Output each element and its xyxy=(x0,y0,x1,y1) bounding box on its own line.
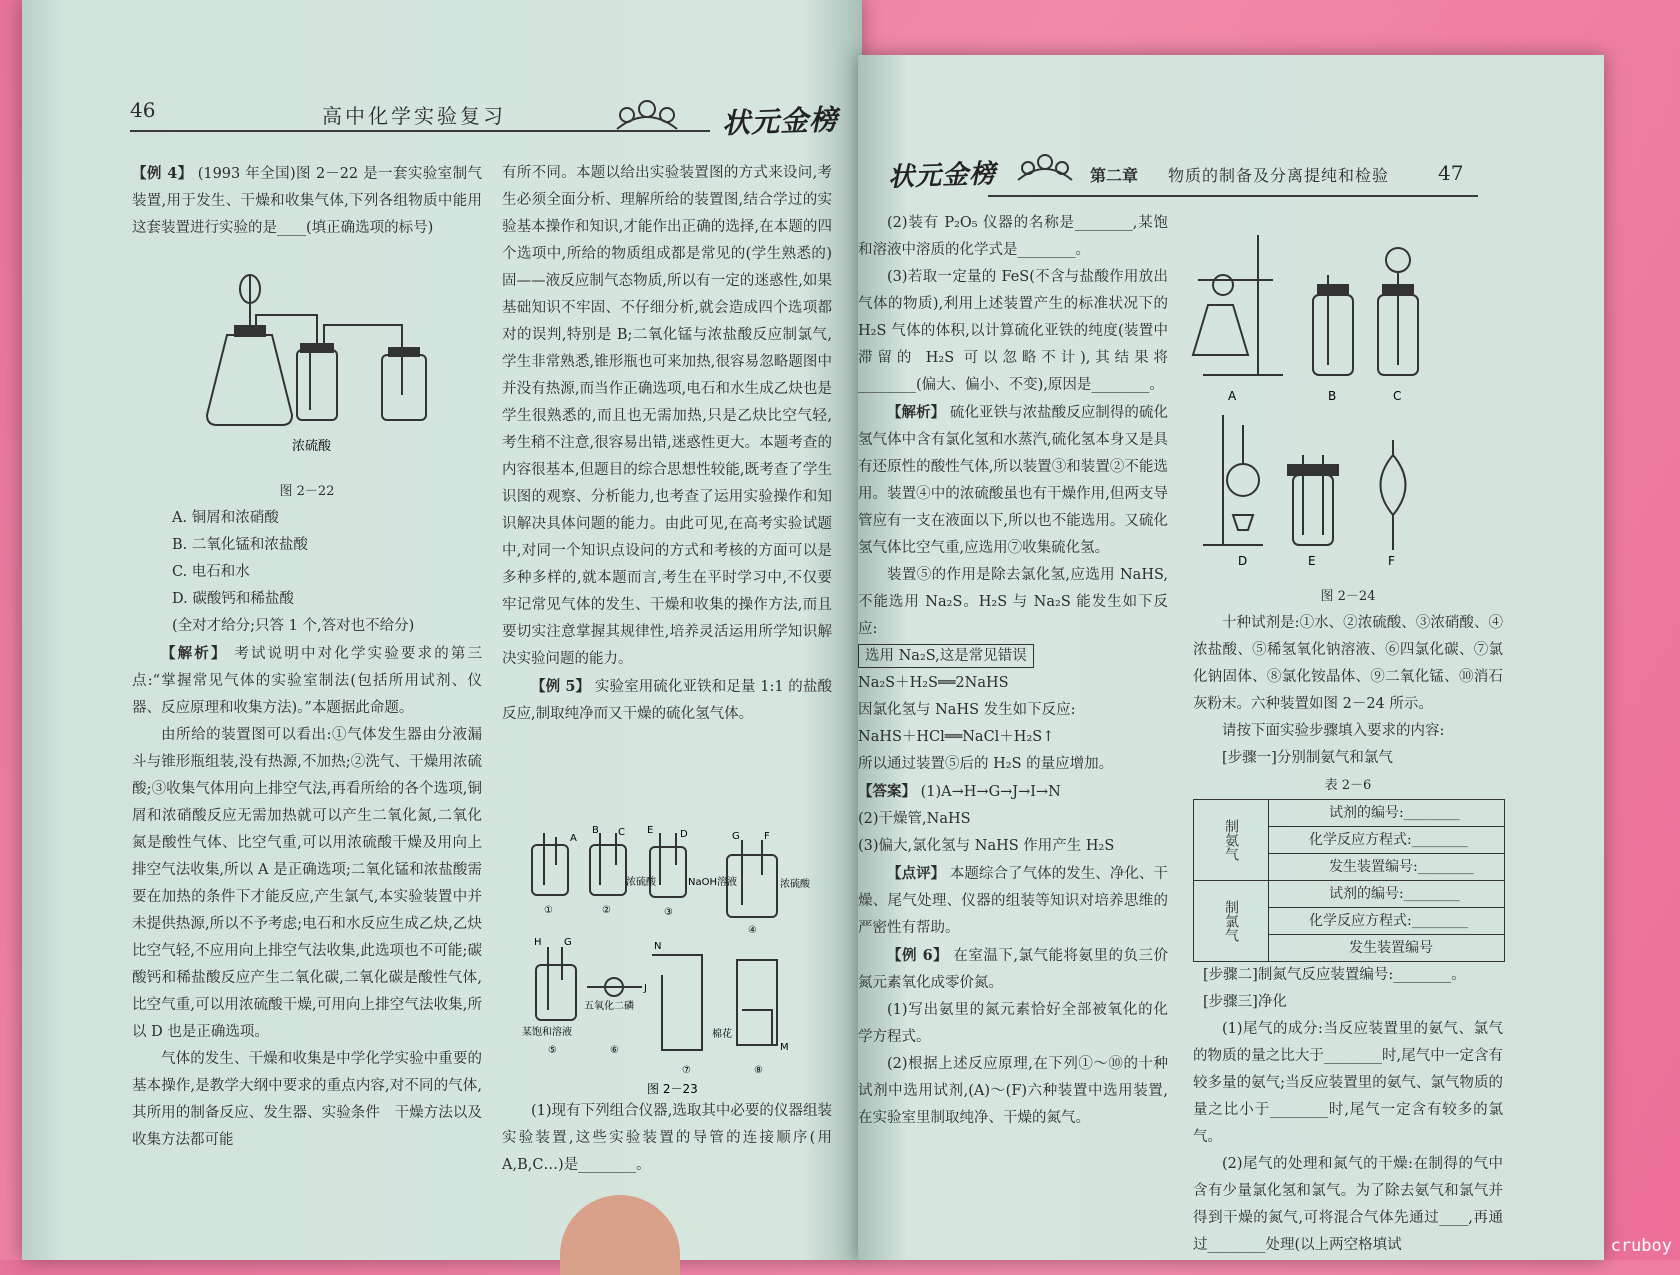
right-column-1 xyxy=(858,210,1168,1132)
label-n8: ⑧ xyxy=(754,1065,763,1076)
answer-3: (3)偏大,氯化氢与 NaHS 作用产生 H₂S xyxy=(858,838,1115,854)
chlorine-equation[interactable]: 化学反应方程式:________ xyxy=(1269,908,1505,935)
label-h: H xyxy=(534,937,542,948)
header-title: 高中化学实验复习 xyxy=(322,104,506,128)
ammonia-equation[interactable]: 化学反应方程式:________ xyxy=(1269,827,1505,854)
comment-text: 本题综合了气体的发生、净化、干燥、尾气处理、仪器的组装等知识对培养思维的严密性有帮助。 xyxy=(858,866,1168,936)
watermark: cruboy xyxy=(1610,1236,1672,1256)
flower-ornament-icon xyxy=(607,95,687,139)
label-n6: ⑥ xyxy=(610,1045,619,1056)
label-f: F xyxy=(764,831,770,842)
step-2: [步骤二]制氮气反应装置编号:________。 xyxy=(1203,967,1466,983)
figure-2-23 xyxy=(522,825,832,1095)
figure-label-acid: 浓硫酸 xyxy=(292,439,332,454)
figure-2-22 xyxy=(192,265,462,455)
equation-1: Na₂S＋H₂S══2NaHS xyxy=(858,675,1009,691)
label-g2: G xyxy=(564,937,572,948)
header-rule xyxy=(130,130,710,132)
fig24-label-b: B xyxy=(1328,389,1337,403)
page-number: 46 xyxy=(130,98,156,122)
option-d: D. 碳酸钙和稀盐酸 xyxy=(172,591,294,607)
label-j: J xyxy=(644,983,647,994)
left-column-1 xyxy=(132,160,482,242)
label-d: D xyxy=(680,829,688,840)
step-1: [步骤一]分别制氨气和氯气 xyxy=(1222,750,1393,766)
figure-caption-2-24: 图 2－24 xyxy=(1320,589,1376,604)
equation-after: 所以通过装置⑤后的 H₂S 的量应增加。 xyxy=(858,756,1114,772)
step-3: [步骤三]净化 xyxy=(1203,994,1287,1010)
figure-caption-2-23: 图 2－23 xyxy=(647,1082,698,1095)
example-6-label: 【例 6】 xyxy=(887,947,949,964)
label-n1: ① xyxy=(544,905,553,916)
label-n5: ⑤ xyxy=(548,1045,557,1056)
example-label: 【例 4】 xyxy=(132,165,193,182)
instruction: 请按下面实验步骤填入要求的内容: xyxy=(1222,723,1445,739)
question-3: (3)若取一定量的 FeS(不含与盐酸作用放出气体的物质),利用上述装置产生的标准状况下的 H₂S 气体的体积,以计算硫化亚铁的纯度(装置中滞留的 H₂S 可以忽略不计),其结果将________(偏大、偏小、不变),原因是________。 xyxy=(858,269,1168,393)
chlorine-row-label: 制氯气 xyxy=(1194,881,1269,962)
ammonia-row-label: 制氨气 xyxy=(1194,800,1269,881)
label-m: M xyxy=(780,1042,789,1053)
equation-2: NaHS＋HCl══NaCl＋H₂S↑ xyxy=(858,729,1055,745)
fig24-label-c: C xyxy=(1393,389,1402,403)
analysis-text-right: 硫化亚铁与浓盐酸反应制得的硫化氢气体中含有氯化氢和水蒸汽,硫化氢本身又是具有还原性的酸性气体,所以装置③和装置②不能选用。装置④中的浓硫酸虽也有干燥作用,但两支导管应有一支在液面以下,所以也不能选用。又硫化氢气体比空气重,应选用⑦收集硫化氢。 xyxy=(858,405,1168,556)
label-n2: ② xyxy=(602,905,611,916)
example-6-q2: (2)根据上述反应原理,在下列①～⑩的十种试剂中选用试剂,(A)～(F)六种装置中选用装置,在实验室里制取纯净、干燥的氮气。 xyxy=(858,1056,1168,1126)
left-page xyxy=(22,0,862,1260)
left-column-2 xyxy=(502,160,832,728)
chlorine-device[interactable]: 发生装置编号 xyxy=(1269,935,1505,962)
label-b: B xyxy=(592,825,599,836)
label-cotton: 棉花 xyxy=(712,1029,732,1040)
analysis-label: 【解析】 xyxy=(161,645,228,662)
label-n4: ④ xyxy=(748,925,757,936)
example-5-text: 实验室用硫化亚铁和足量 1:1 的盐酸反应,制取纯净而又干燥的硫化氢气体。 xyxy=(502,679,833,722)
fig24-label-d: D xyxy=(1238,554,1248,568)
answer-2: (2)干燥管,NaHS xyxy=(858,811,971,827)
example-5-label: 【例 5】 xyxy=(531,678,591,695)
question-1: (1)现有下列组合仪器,选取其中必要的仪器组装实验装置,这些实验装置的导管的连接顺序(用 A,B,C…)是________。 xyxy=(502,1103,832,1173)
flower-ornament-right-icon xyxy=(1010,150,1080,190)
equation-intro: 因氯化氢与 NaHS 发生如下反应: xyxy=(858,702,1076,718)
figure-2-24 xyxy=(1183,225,1483,575)
label-acid: 浓硫酸 xyxy=(626,877,656,888)
label-sat: 某饱和溶液 xyxy=(522,1027,572,1038)
label-conc: 浓硫酸 xyxy=(780,879,810,890)
table-title: 表 2－6 xyxy=(1324,778,1372,793)
label-naoh: NaOH溶液 xyxy=(688,877,737,888)
page-number-right: 47 xyxy=(1438,161,1464,185)
reagent-list: 十种试剂是:①水、②浓硫酸、③浓硝酸、④浓盐酸、⑤稀氢氧化钠溶液、⑥四氯化碳、⑦氯化钠固体、⑧氯化铵晶体、⑨二氧化锰、⑩消石灰粉末。六种装置如图 2－24 所示。 xyxy=(1193,615,1503,712)
purify-1: (1)尾气的成分:当反应装置里的氨气、氯气的物质的量之比大于________时,尾气中一定含有较多量的氨气;当反应装置里的氨气、氯气物质的量之比小于________时,尾气一定含有较多的氯气。 xyxy=(1193,1021,1503,1145)
scoring-note: (全对才给分;只答 1 个,答对也不给分) xyxy=(172,618,415,634)
label-p2o5: 五氧化二磷 xyxy=(584,1001,634,1012)
table-2-6 xyxy=(1193,799,1505,962)
label-e: E xyxy=(647,825,654,836)
left-column-1b xyxy=(132,478,482,1154)
answer-1: (1)A→H→G→J→I→N xyxy=(920,784,1061,800)
fig24-label-f: F xyxy=(1388,554,1395,568)
paragraph-device-5: 装置⑤的作用是除去氯化氢,应选用 NaHS,不能选用 Na₂S。H₂S 与 Na₂S 能发生如下反应: xyxy=(858,567,1168,637)
label-n: N xyxy=(654,941,662,952)
example-6-q1: (1)写出氨里的氮元素恰好全部被氧化的化学方程式。 xyxy=(858,1002,1168,1045)
fig24-label-a: A xyxy=(1228,389,1237,403)
chlorine-reagent[interactable]: 试剂的编号:________ xyxy=(1269,881,1505,908)
figure-caption: 图 2－22 xyxy=(279,484,335,499)
analysis-text: 考试说明中对化学实验要求的第三点:“掌握常见气体的实验室制法(包括所用试剂、仪器、反应原理和收集方法)。”本题据此命题。 xyxy=(132,646,483,716)
question-text: (1993 年全国)图 2－22 是一套实验室制气装置,用于发生、干燥和收集气体,下列各组物质中能用这套装置进行实验的是____(填正确选项的标号) xyxy=(132,166,482,236)
analysis-paragraph: 由所给的装置图可以看出:①气体发生器由分液漏斗与锥形瓶组装,没有热源,不加热;②洗气、干燥用浓硫酸;③收集气体用向上排空气法,再看所给的各个选项,铜屑和浓硝酸反应无需加热就可以产生二氧化氮,二氧化氮是酸性气体、比空气重,可以用浓硫酸干燥及用向上排空气法收集,所以 A 是正确选项;二氧化锰和浓盐酸需要在加热的条件下才能反应,产生氯气,本实验装置中并未提供热源,所以不予考虑;电石和水反应生成乙炔,乙炔比空气轻,不应用向上排空气法收集,此选项也不可能;碳酸钙和稀盐酸反应产生二氧化碳,二氧化碳是酸性气体,比空气重,可以用浓硫酸干燥,可用向上排空气法收集,所以 D 也是正确选项。 xyxy=(132,727,482,1040)
boxed-note: 选用 Na₂S,这是常见错误 xyxy=(858,644,1034,668)
label-c: C xyxy=(618,827,625,838)
brand-logo: 状元金榜 xyxy=(721,102,839,141)
option-c: C. 电石和水 xyxy=(172,564,250,580)
option-b: B. 二氧化锰和浓盐酸 xyxy=(172,537,308,553)
summary-paragraph: 气体的发生、干燥和收集是中学化学实验中重要的基本操作,是教学大纲中要求的重点内容,对不同的气体,其所用的制备反应、发生器、实验条件 干燥方法以及收集方法都可能 xyxy=(132,1051,482,1148)
right-column-2 xyxy=(1193,583,1503,1259)
label-a: A xyxy=(570,833,577,844)
right-page xyxy=(858,55,1604,1260)
example-6-text: 在室温下,氯气能将氨里的负三价氮元素氧化成零价氮。 xyxy=(858,948,1169,991)
analysis-label-right: 【解析】 xyxy=(887,404,946,421)
brand-logo-right: 状元金榜 xyxy=(887,159,997,193)
continued-paragraph: 有所不同。本题以给出实验装置图的方式来设问,考生必须全面分析、理解所给的装置图,结合学过的实验基本操作和知识,才能作出正确的选择,在本题的四个选项中,所给的物质组成都是常见的(学生熟悉的)固——液反应制气态物质,所以有一定的迷惑性,如果基础知识不牢固、不仔细分析,就会造成四个选项都对的误判,特别是 B;二氧化锰与浓盐酸反应制氯气,学生非常熟悉,锥形瓶也可来加热,很容易忽略题图中并没有热源,而当作正确选项,电石和水生成乙炔也是学生很熟悉的,而且也无需加热,只是乙炔比空气轻,考生稍不注意,很容易出错,迷惑性更大。本题考查的内容很基本,但题目的综合思想性较能,既考查了学生识图的观察、分析能力,也考查了运用实验操作和知识解决具体问题的能力。由此可见,在高考实验试题中,对同一个知识点设问的方式和考核的方面可以是多种多样的,就本题而言,考生在平时学习中,不仅要牢记常见气体的发生、干燥和收集的操作方法,而且要切实注意掌握其规律性,培养灵活运用所学知识解决实验问题的能力。 xyxy=(502,165,832,667)
left-column-2b xyxy=(502,1098,832,1179)
comment-label: 【点评】 xyxy=(887,865,946,882)
ammonia-device[interactable]: 发生装置编号:________ xyxy=(1269,854,1505,881)
purify-2: (2)尾气的处理和氮气的干燥:在制得的气中含有少量氯化氢和氯气。为了除去氨气和氯气并得到干燥的氮气,可将混合气体先通过____,再通过________处理(以上两空格填试 xyxy=(1193,1156,1503,1253)
question-2: (2)装有 P₂O₅ 仪器的名称是________,某饱和溶液中溶质的化学式是________。 xyxy=(858,215,1168,258)
chapter-number: 第二章 xyxy=(1090,166,1139,185)
fig24-label-e: E xyxy=(1308,554,1316,568)
chapter-title: 物质的制备及分离提纯和检验 xyxy=(1168,166,1390,185)
label-n3a: ③ xyxy=(664,907,673,918)
label-g: G xyxy=(732,831,740,842)
answer-label: 【答案】 xyxy=(858,783,916,800)
header-rule-right xyxy=(988,195,1478,197)
label-n7: ⑦ xyxy=(682,1065,691,1076)
option-a: A. 铜屑和浓硝酸 xyxy=(172,510,279,526)
open-book xyxy=(22,0,1602,1260)
ammonia-reagent[interactable]: 试剂的编号:________ xyxy=(1269,800,1505,827)
